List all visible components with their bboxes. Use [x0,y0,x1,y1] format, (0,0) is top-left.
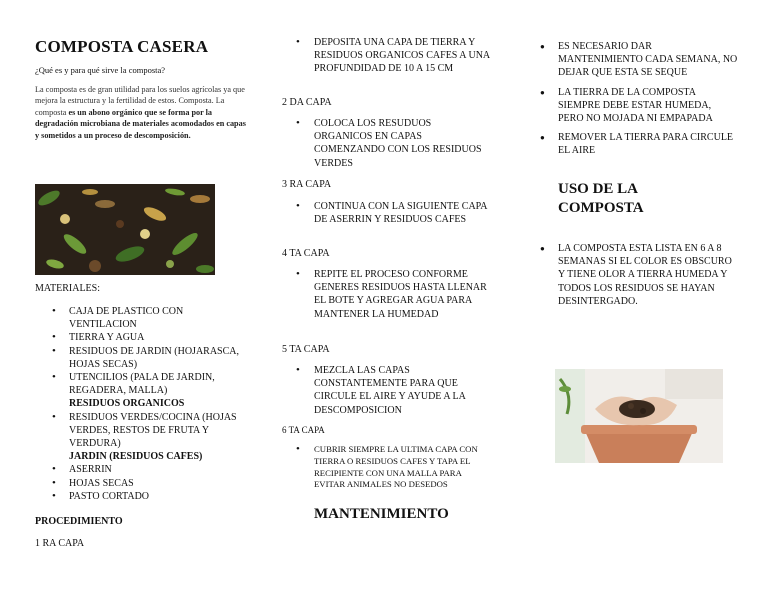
materials-subheading-garden: JARDIN (RESIDUOS CAFES) [69,451,203,463]
hands-soil-pot-photo [555,369,723,463]
intro-question: ¿Qué es y para qué sirve la composta? [35,65,166,75]
page-title: COMPOSTA CASERA [35,37,209,56]
layer2-label: 2 DA CAPA [282,97,332,108]
layer4-steps [282,268,487,321]
list-item [35,331,250,344]
materials-list [35,305,250,503]
layer2-steps [282,117,482,170]
list-item: ● LA COMPOSTA ESTA LISTA EN 6 A 8 SEMANAS SI EL COLOR ES OBSCURO Y TIENE OLOR A TIERRA HUMEDA Y TODOS LOS RESIDUOS SE HAYAN DESINTERGADO. [540,242,738,308]
list-item-text: RESIDUOS VERDES/COCINA (HOJAS VERDES, RESTOS DE FRUTA Y VERDURA) [69,411,237,450]
layer5-steps [282,364,492,417]
list-item: • REPITE EL PROCESO CONFORME GENERES RESIDUOS HASTA LLENAR EL BOTE Y AGREGAR AGUA PARA MANTENER LA HUMEDAD [282,268,487,321]
list-item: • DEPOSITA UNA CAPA DE TIERRA Y RESIDUOS ORGANICOS CAFES A UNA PROFUNDIDAD DE 10 A 15 CM [282,36,494,76]
list-item-text: ASERRIN [69,464,112,476]
materials-label: MATERIALES: [35,283,100,294]
layer1-label: 1 RA CAPA [35,538,85,549]
list-item-text: RESIDUOS DE JARDIN (HOJARASCA, HOJAS SECAS) [69,345,240,370]
list-item [35,490,250,503]
list-item [35,371,250,411]
list-item: • CUBRIR SIEMPRE LA ULTIMA CAPA CON TIERRA O RESIDUOS CAFES Y TAPA EL RECIPIENTE CON UNA MALLA PARA EVITAR ANIMALES NO DESEDOS [282,444,487,491]
list-item [35,477,250,490]
list-item-text: PASTO CORTADO [69,490,150,502]
use-list [540,242,738,314]
layer6-label: 6 TA CAPA [282,425,325,435]
list-item: • MEZCLA LAS CAPAS CONSTANTEMENTE PARA QUE CIRCULE EL AIRE Y AYUDE A LA DESCOMPOSICION [282,364,492,417]
list-item [35,305,250,331]
list-item-text: TIERRA Y AGUA [69,332,145,344]
layer4-label: 4 TA CAPA [282,248,330,259]
use-title: USO DE LA COMPOSTA [558,181,644,216]
list-item: • COLOCA LOS RESUDUOS ORGANICOS EN CAPAS COMENZANDO CON LOS RESIDUOS VERDES [282,117,482,170]
compost-scraps-photo [35,184,215,275]
list-item [35,411,250,464]
intro-bold-text: es un abono orgánico que se forma por la degradación microbiana de materiales acomodados en capas y sometidos a un proceso de descomposición. [35,107,246,140]
list-item-text: HOJAS SECAS [69,477,134,489]
layer6-steps [282,444,487,491]
list-item-text: UTENCILIOS (PALA DE JARDIN, REGADERA, MALLA) [69,372,215,397]
layer3-label: 3 RA CAPA [282,179,332,190]
layer5-label: 5 TA CAPA [282,344,330,355]
layer3-steps [282,200,487,226]
maintenance-list [540,40,738,164]
intro-plain-text: La composta es de gran utilidad para los suelos agrícolas ya que mejora la estructura y la fertilidad de estos. Composta. La composta [35,85,245,117]
list-item: ● REMOVER LA TIERRA PARA CIRCULE EL AIRE [540,131,738,157]
list-item: ● ES NECESARIO DAR MANTENIMIENTO CADA SEMANA, NO DEJAR QUE ESTA SE SEQUE [540,40,738,80]
list-item [35,345,250,371]
maintenance-title: MANTENIMIENTO [314,506,449,522]
intro-paragraph [35,84,250,141]
list-item-text: CAJA DE PLASTICO CON VENTILACION [69,306,184,331]
list-item: ● LA TIERRA DE LA COMPOSTA SIEMPRE DEBE ESTAR HUMEDA, PERO NO MOJADA NI EMPAPADA [540,86,738,126]
list-item [35,463,250,476]
materials-subheading-organic: RESIDUOS ORGANICOS [69,398,185,410]
layer1-steps [282,36,494,76]
list-item: • CONTINUA CON LA SIGUIENTE CAPA DE ASERRIN Y RESIDUOS CAFES [282,200,487,226]
procedure-label: PROCEDIMIENTO [35,516,123,527]
